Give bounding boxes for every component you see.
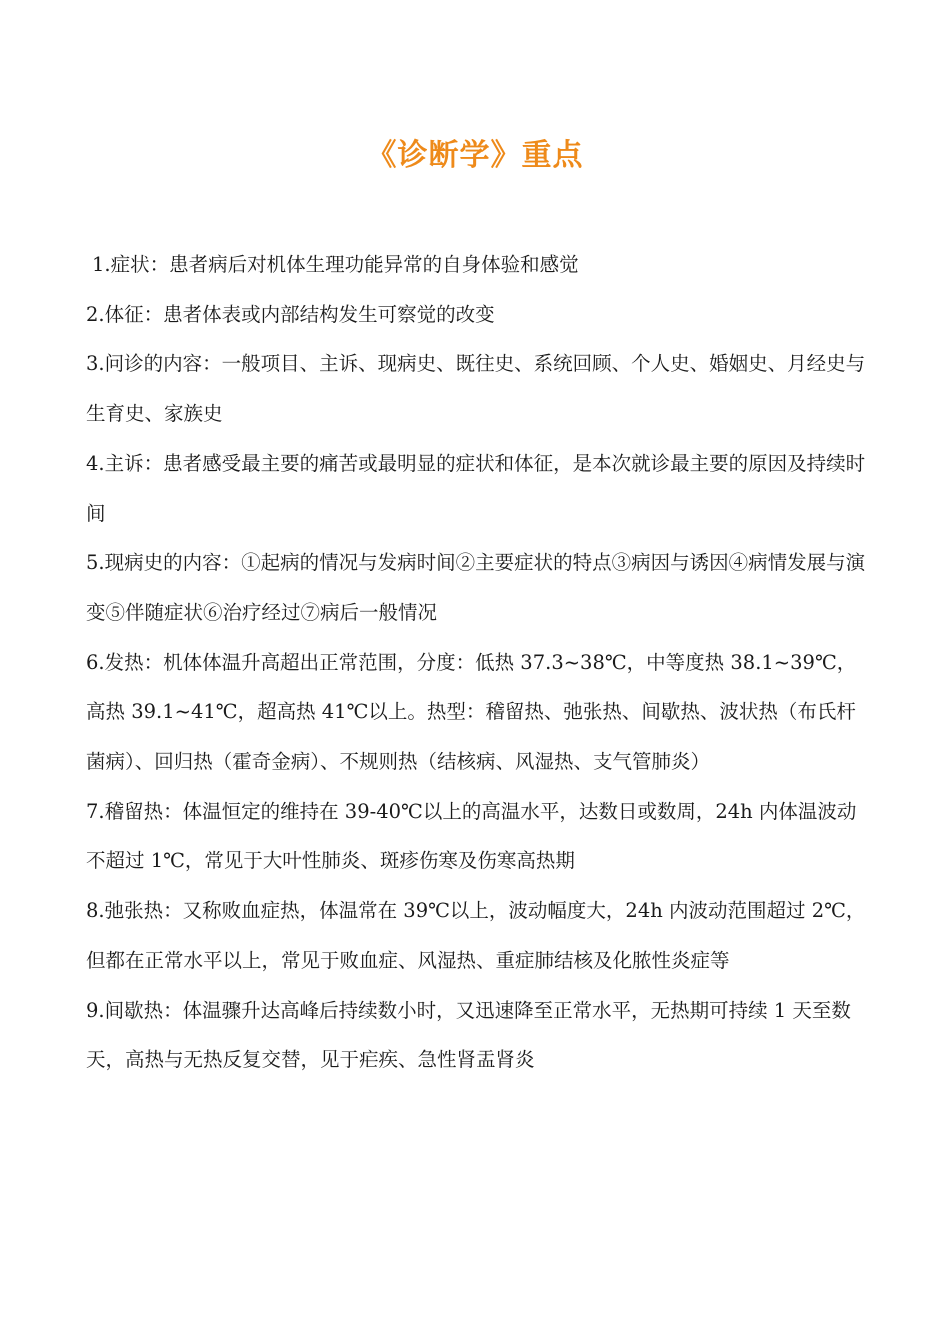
paragraph-inquiry-content: 3.问诊的内容：一般项目、主诉、现病史、既往史、系统回顾、个人史、婚姻史、月经史与生育史、家族史 (86, 352, 866, 426)
paragraph-continued-fever: 7.稽留热：体温恒定的维持在 39-40℃以上的高温水平，达数日或数周，24h 内体温波动不超过 1℃，常见于大叶性肺炎、斑疹伤寒及伤寒高热期 (86, 799, 857, 873)
paragraph-intermittent-fever: 9.间歇热：体温骤升达高峰后持续数小时，又迅速降至正常水平，无热期可持续 1 天至数天，高热与无热反复交替，见于疟疾、急性肾盂肾炎 (86, 998, 851, 1072)
paragraph-remittent-fever: 8.弛张热：又称败血症热，体温常在 39℃以上，波动幅度大，24h 内波动范围超过 2℃，但都在正常水平以上，常见于败血症、风湿热、重症肺结核及化脓性炎症等 (86, 899, 866, 972)
paragraph-sign: 2.体征：患者体表或内部结构发生可察觉的改变 (86, 302, 495, 326)
paragraph-chief-complaint: 4.主诉：患者感受最主要的痛苦或最明显的症状和体征，是本次就诊最主要的原因及持续时间 (86, 451, 866, 525)
document-title: 《诊断学》重点 (366, 138, 584, 173)
paragraph-present-illness: 5.现病史的内容：①起病的情况与发病时间②主要症状的特点③病因与诱因④病情发展与演变⑤伴随症状⑥治疗经过⑦病后一般情况 (86, 551, 866, 624)
document-body (86, 240, 866, 1085)
paragraph-symptom: 1.症状：患者病后对机体生理功能异常的自身体验和感觉 (92, 253, 579, 276)
paragraph-fever: 6.发热：机体体温升高超出正常范围，分度：低热 37.3~38℃，中等度热 38.1~39℃，高热 39.1~41℃，超高热 41℃以上。热型：稽留热、弛张热、间歇热、波状热（布氏杆菌病）、回归热（霍奇金病）、不规则热（结核病、风湿热、支气管肺炎） (86, 650, 857, 774)
